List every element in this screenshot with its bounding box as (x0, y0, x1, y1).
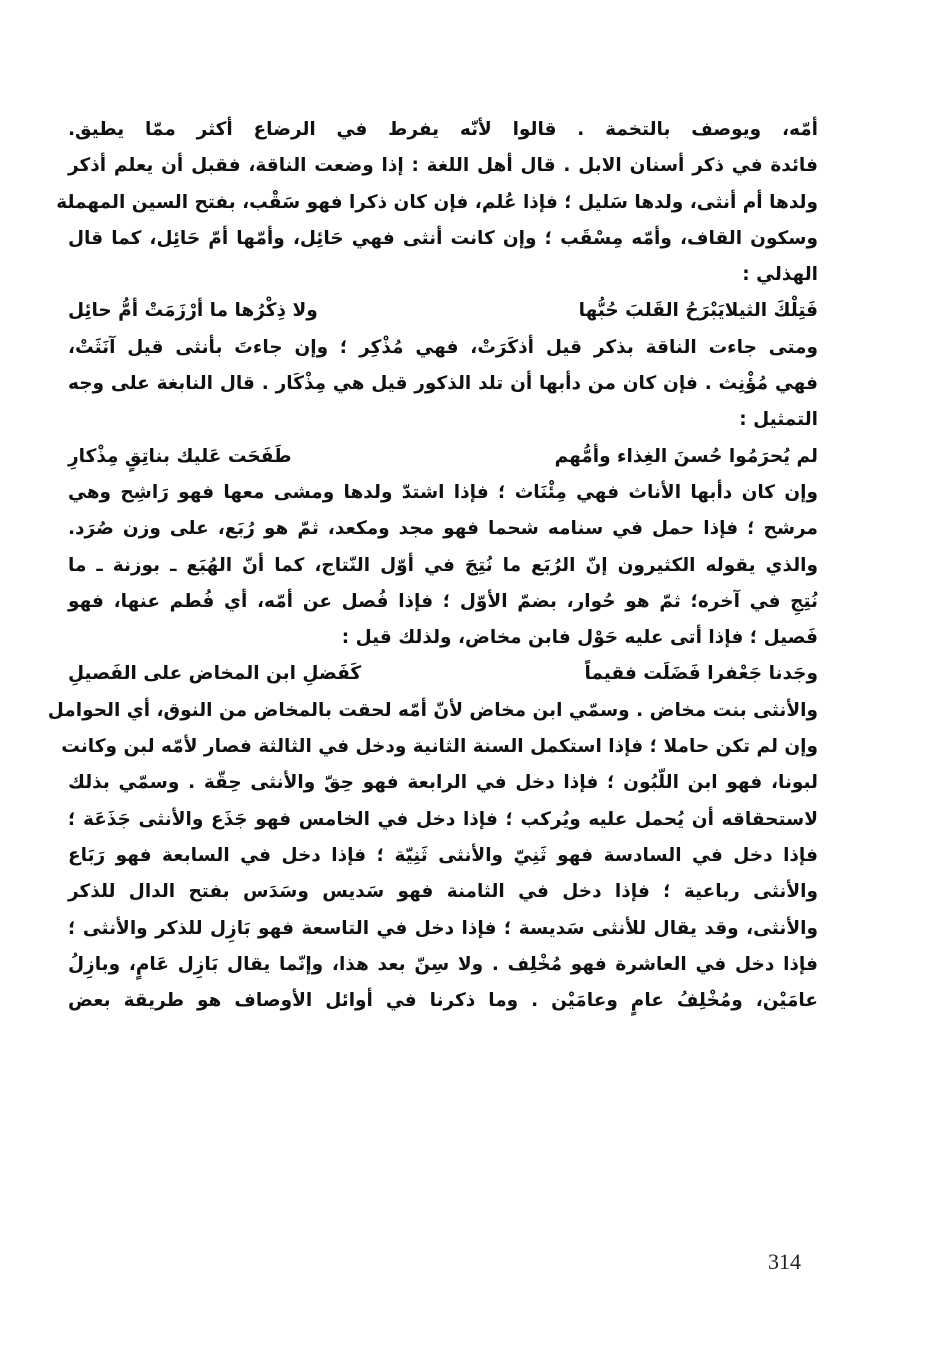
text-line: مرشح ؛ فإذا حمل في سنامه شحما فهو مجد ومكعد، ثمّ هو رُبَع، على وزن صُرَد. (68, 518, 818, 540)
text-line: وإن لم تكن حاملا ؛ فإذا استكمل السنة الثانية ودخل في الثالثة فصار لأمّه لبن وكانت (61, 736, 818, 758)
text-line: ومتى جاءت الناقة بذكر قيل أذكَرَتْ، فهي مُذْكِر ؛ وإن جاءتَ بأنثى قيل آنَثَتْ، (68, 336, 818, 358)
text-line: وإن كان دأبها الأناث فهي مِئْنَاث ؛ فإذا اشتدّ ولدها ومشى معها فهو رَاشِح وهي (68, 481, 818, 503)
text-line: الهذلي : (742, 264, 818, 286)
text-line: عامَيْن، ومُخْلِفُ عامٍ وعامَيْن . وما ذكرنا في أوائل الأوصاف هو طريقة بعض (68, 990, 818, 1012)
poem-verse (68, 439, 818, 475)
text-line: التمثيل : (739, 409, 818, 431)
poem-verse (68, 656, 818, 692)
text-line: والأنثى رباعية ؛ فإذا دخل في الثامنة فهو سَديس وسَدَس بفتح الدال للذكر (68, 881, 818, 903)
text-line: فإذا دخل في السادسة فهو ثَنِيّ والأنثى ثَنِيّة ؛ فإذا دخل في السابعة فهو رَبَاع (68, 844, 818, 866)
text-line: لبونا، فهو ابن اللّبُون ؛ فإذا دخل في الرابعة فهو حِقّ والأنثى حِقّة . وسمّي بذلك (68, 772, 818, 794)
text-line: ولدها أم أنثى، ولدها سَليل ؛ فإذا عُلم، فإن كان ذكرا فهو سَقْب، بفتح السين المهملة (56, 191, 818, 213)
verse-second-hemistich: كَفَضلِ ابن المخاض على الفَصيلِ (68, 663, 362, 685)
text-line: والذي يقوله الكثيرون إنّ الرُبَع ما نُتِجَ في أوّل النّتاج، كما أنّ الهُبَع ـ بوزنة ـ ما (68, 554, 818, 576)
poem-verse (68, 293, 818, 329)
text-line: والأنثى، وقد يقال للأنثى سَديسة ؛ فإذا دخل في التاسعة فهو بَازِل للذكر والأنثى ؛ (68, 917, 818, 939)
text-line: فَصيل ؛ فإذا أتى عليه حَوْل فابن مخاض، ولذلك قيل : (341, 627, 818, 649)
text-line: فإذا دخل في العاشرة فهو مُخْلِف . ولا سِنّ بعد هذا، وإنّما يقال بَازِل عَامٍ، وبازِلُ (68, 953, 818, 975)
verse-first-hemistich: لم يُحرَمُوا حُسنَ الغِذاء وأمُّهم (554, 445, 818, 467)
text-line: والأنثى بنت مخاض . وسمّي ابن مخاض لأنّ أمّه لحقت بالمخاض من النوق، أي الحوامل (47, 699, 818, 721)
verse-first-hemistich: فَتِلْكَ الثيلايَبْرَحُ القَلبَ حُبُّها (578, 300, 818, 322)
text-line: لاستحقاقه أن يُحمل عليه ويُركب ؛ فإذا دخل في الخامس فهو جَذَع والأنثى جَذَعَة ؛ (68, 808, 818, 830)
text-line: وسكون القاف، وأمّه مِسْقَب ؛ وإن كانت أنثى فهي حَائِل، وأمّها أمّ حَائِل، كما قال (68, 227, 818, 249)
text-line: فهي مُؤْنِث . فإن كان من دأبها أن تلد الذكور قيل هي مِذْكَار . قال النابغة على وجه (68, 373, 818, 395)
verse-first-hemistich: وجَدنا جَعْفرا فَضَلَت فقيماً (584, 663, 818, 685)
text-line: فائدة في ذكر أسنان الابل . قال أهل اللغة : إذا وضعت الناقة، فقبل أن يعلم أذكر (68, 155, 818, 177)
text-line: نُتِجِ في آخره؛ ثمّ هو حُوار، بضمّ الأوّل ؛ فإذا فُصل عن أمّه، أي فُطم عنها، فهو (68, 590, 818, 612)
page-number: 314 (768, 1249, 801, 1274)
verse-second-hemistich: ولا ذِكْرُها ما أرْزَمَتْ أمُّ حائِل (68, 300, 318, 322)
text-line: أمّه، ويوصف بالتخمة . قالوا لأنّه يفرط في الرضاع أكثر ممّا يطيق. (68, 119, 818, 140)
body-text (47, 112, 818, 1019)
verse-second-hemistich: طَفَحَت عَليك بناتِقٍ مِذْكارِ (68, 445, 292, 467)
